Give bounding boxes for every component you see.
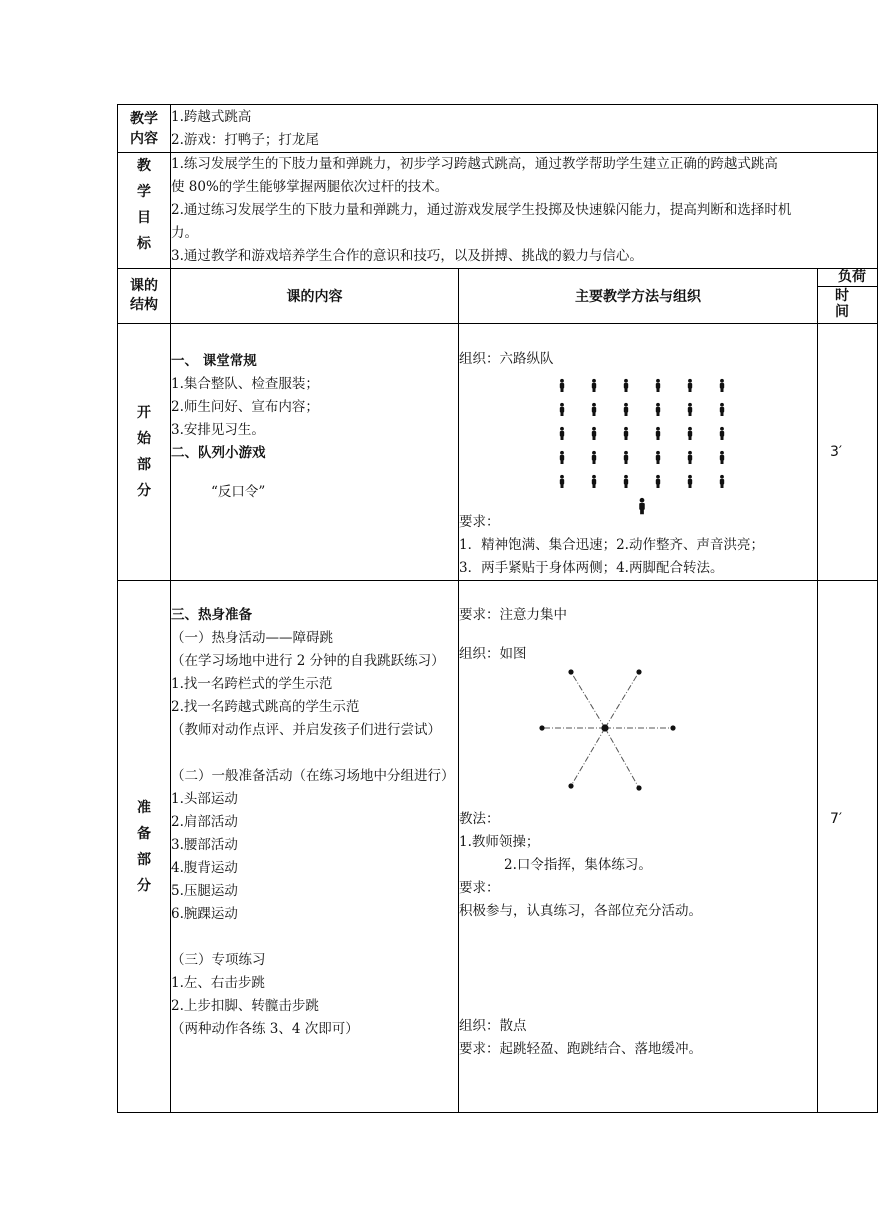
student-icon [624, 475, 628, 488]
load-header [818, 269, 878, 324]
prep-content-line: 1.头部运动 [171, 791, 238, 807]
student-icon [560, 427, 564, 440]
objective-line: 使 80%的学生能够掌握两腿依次过杆的技术。 [171, 179, 449, 195]
prep-req3: 要求：起跳轻盈、跑跳结合、落地缓冲。 [459, 1041, 702, 1057]
start-req-label: 要求： [459, 514, 500, 530]
objectives-char: 目 [137, 210, 151, 226]
prep-label-char: 分 [137, 877, 151, 894]
start-req-line: 3．两手紧贴于身体两侧；4.两脚配合转法。 [459, 560, 724, 576]
student-icon [592, 427, 596, 440]
prep-label-char: 备 [137, 825, 151, 842]
prep-spacer [459, 627, 817, 643]
student-icon [656, 379, 660, 392]
formation-line [605, 672, 639, 728]
student-icon [656, 475, 660, 488]
student-icon [624, 379, 628, 392]
student-dot [568, 783, 573, 788]
prep-label [118, 581, 171, 1113]
student-dot [636, 669, 641, 674]
content-items [171, 105, 878, 153]
objectives-text [171, 153, 878, 269]
prep-content-line: 1.左、右击步跳 [171, 975, 265, 991]
student-icon [656, 427, 660, 440]
prep-content-line: （在学习场地中进行 2 分钟的自我跳跃练习） [171, 653, 445, 669]
prep-content-line [171, 742, 458, 765]
prep-content-line: （一）热身活动——障碍跳 [171, 630, 333, 646]
student-icon [720, 451, 724, 464]
student-icon [560, 403, 564, 416]
prep-content-line: （教师对动作点评、并启发孩子们进行尝试） [171, 722, 441, 738]
prep-content-line: 三、热身准备 [171, 607, 252, 623]
prep-content-line: 3.腰部活动 [171, 837, 238, 853]
objectives-row [118, 153, 878, 269]
prep-req2-label: 要求： [459, 880, 500, 896]
prep-content-line: 1.找一名跨栏式的学生示范 [171, 676, 333, 692]
start-section-row [118, 324, 878, 581]
start-time: 3′ [818, 324, 878, 581]
student-icon [624, 451, 628, 464]
prep-spacer [459, 796, 817, 808]
start-label [118, 324, 171, 581]
objectives-char: 学 [137, 184, 151, 200]
objective-line: 3.通过教学和游戏培养学生合作的意识和技巧，以及拼搏、挑战的毅力与信心。 [171, 248, 643, 264]
time-header [818, 287, 877, 320]
prep-org2: 组织：散点 [459, 1018, 527, 1034]
start-content-line: 1.集合整队、检查服装； [171, 376, 319, 392]
student-icon [560, 451, 564, 464]
objective-line: 1.练习发展学生的下肢力量和弹跳力，初步学习跨越式跳高，通过教学帮助学生建立正确的跨越式跳高 [171, 156, 778, 172]
prep-req2: 积极参与，认真练习，各部位充分活动。 [459, 903, 702, 919]
prep-time: 7′ [818, 581, 878, 1113]
structure-header-line: 结构 [130, 297, 158, 313]
student-icon [656, 451, 660, 464]
start-method [459, 324, 818, 581]
prep-req1: 要求：注意力集中 [459, 607, 567, 623]
prep-content-line: 2.找一名跨越式跳高的学生示范 [171, 699, 360, 715]
objectives-label [118, 153, 171, 269]
objective-line: 2.通过练习发展学生的下肢力量和弹跳力，通过游戏发展学生投掷及快速躲闪能力，提高判断和选择时机 [171, 202, 792, 218]
prep-method [459, 581, 818, 1113]
objective-line: 力。 [171, 225, 198, 241]
start-content-line: “反口令” [211, 484, 266, 500]
start-label-char: 始 [137, 431, 151, 447]
start-org: 组织：六路纵队 [459, 351, 554, 367]
warmup-formation-diagram [459, 666, 804, 796]
start-content [171, 324, 459, 581]
prep-org1: 组织：如图 [459, 646, 527, 662]
student-icon [720, 403, 724, 416]
prep-label-char: 准 [137, 799, 151, 816]
header-row [118, 269, 878, 324]
objectives-char: 教 [137, 158, 151, 174]
prep-label-char: 部 [137, 851, 151, 868]
content-header: 课的内容 [171, 269, 459, 324]
start-label-char: 部 [137, 457, 151, 473]
student-icon [688, 427, 692, 440]
student-dot [636, 785, 641, 790]
start-content-line: 3.安排见习生。 [171, 422, 265, 438]
content-label-line1: 教学 [130, 110, 158, 127]
formation-line [571, 672, 605, 728]
lesson-plan-table [117, 104, 878, 1113]
prep-content-line: （两种动作各练 3、4 次即可） [171, 1021, 359, 1037]
student-icon [560, 379, 564, 392]
prep-content-line: 2.肩部活动 [171, 814, 238, 830]
formation-diagram [459, 371, 804, 511]
student-icon [720, 427, 724, 440]
student-dot [539, 725, 544, 730]
prep-teach-line: 1.教师领操； [459, 834, 540, 850]
center-dot [601, 724, 608, 731]
start-content-line: 2.师生问好、宣布内容； [171, 399, 319, 415]
content-row [118, 105, 878, 153]
start-req-line: 1．精神饱满、集合迅速；2.动作整齐、声音洪亮； [459, 537, 764, 553]
structure-header [118, 269, 171, 324]
load-header-top: 负荷 [818, 269, 877, 287]
structure-header-line: 课的 [130, 278, 158, 294]
prep-content-line: 4.腹背运动 [171, 860, 238, 876]
formation-line [605, 728, 639, 788]
start-label-char: 开 [137, 405, 151, 421]
student-icon [720, 475, 724, 488]
formation-line [571, 728, 605, 786]
start-content-line [171, 465, 458, 481]
student-icon [592, 379, 596, 392]
student-icon [656, 403, 660, 416]
student-icon [624, 403, 628, 416]
prep-content-line: 6.腕踝运动 [171, 906, 238, 922]
prep-teach-line: 2.口令指挥，集体练习。 [504, 857, 652, 873]
student-dot [670, 725, 675, 730]
prep-content-line: 5.压腿运动 [171, 883, 238, 899]
content-item: 2.游戏：打鸭子；打龙尾 [171, 132, 319, 148]
prep-section-row [118, 581, 878, 1113]
prep-content-line [171, 926, 458, 949]
start-label-char: 分 [137, 483, 151, 499]
student-dot [568, 669, 573, 674]
student-icon [720, 379, 724, 392]
time-header-line: 时 [835, 288, 849, 304]
method-header: 主要教学方法与组织 [459, 269, 818, 324]
prep-content-line: （二）一般准备活动（在练习场地中分组进行） [171, 768, 455, 784]
student-icon [688, 451, 692, 464]
start-content-line: 二、队列小游戏 [171, 445, 266, 461]
student-icon [592, 451, 596, 464]
content-label-line2: 内容 [130, 130, 158, 147]
student-icon [688, 403, 692, 416]
prep-content [171, 581, 459, 1113]
prep-content-line: （三）专项练习 [171, 952, 266, 968]
student-icon [560, 475, 564, 488]
time-header-line: 间 [835, 304, 849, 320]
student-icon [688, 379, 692, 392]
student-icon [688, 475, 692, 488]
prep-content-line: 2.上步扣脚、转髋击步跳 [171, 998, 319, 1014]
prep-spacer [459, 923, 817, 1015]
objectives-char: 标 [137, 236, 151, 252]
start-content-line: 一、 课堂常规 [171, 353, 257, 369]
prep-teach-label: 教法： [459, 811, 500, 827]
student-icon [592, 403, 596, 416]
content-item: 1.跨越式跳高 [171, 109, 252, 125]
content-label [118, 105, 171, 153]
student-icon [624, 427, 628, 440]
student-icon [592, 475, 596, 488]
